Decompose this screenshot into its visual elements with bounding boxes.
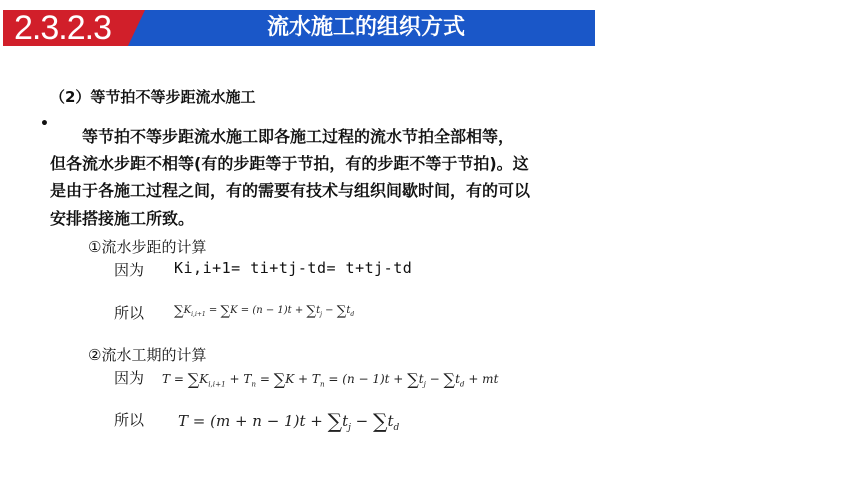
because-label: 因为 — [114, 369, 145, 387]
step-calc-heading: ①流水步距的计算 — [88, 238, 207, 256]
step-so-formula: $\sum K_{i,i+1} = \sum K = (n - 1)t + \sum t_j - \sum t_d$ — [174, 303, 355, 319]
paragraph-line: 安排搭接施工所致。 — [50, 209, 195, 228]
section-number: 2.3.2.3 — [14, 9, 111, 47]
period-so-formula: $T = (m + n - 1)t + \sum t_j - \sum t_d$ — [178, 409, 400, 433]
paragraph-line: 但各流水步距不相等(有的步距等于节拍，有的步距不等于节拍)。这 — [50, 154, 529, 173]
paragraph-line: 等节拍不等步距流水施工即各施工过程的流水节拍全部相等， — [50, 127, 515, 146]
section-subtitle: （2）等节拍不等步距流水施工 — [50, 88, 256, 106]
paragraph-line: 是由于各施工过程之间，有的需要有技术与组织间歇时间，有的可以 — [50, 181, 531, 200]
period-calc-heading: ②流水工期的计算 — [88, 346, 207, 364]
period-because-formula: $T = \sum K_{i,i+1} + T_n = \sum K + T_n = (n - 1)t + \sum t_j - \sum t_d$ + mt — [162, 370, 499, 389]
step-because-formula: Ki,i+1= ti+tj-td= t+tj-td — [174, 259, 413, 277]
page-title: 流水施工的组织方式 — [266, 15, 465, 40]
so-label: 所以 — [114, 304, 145, 322]
bullet-icon: • — [40, 116, 49, 132]
so-label: 所以 — [114, 411, 145, 429]
because-label: 因为 — [114, 261, 145, 279]
